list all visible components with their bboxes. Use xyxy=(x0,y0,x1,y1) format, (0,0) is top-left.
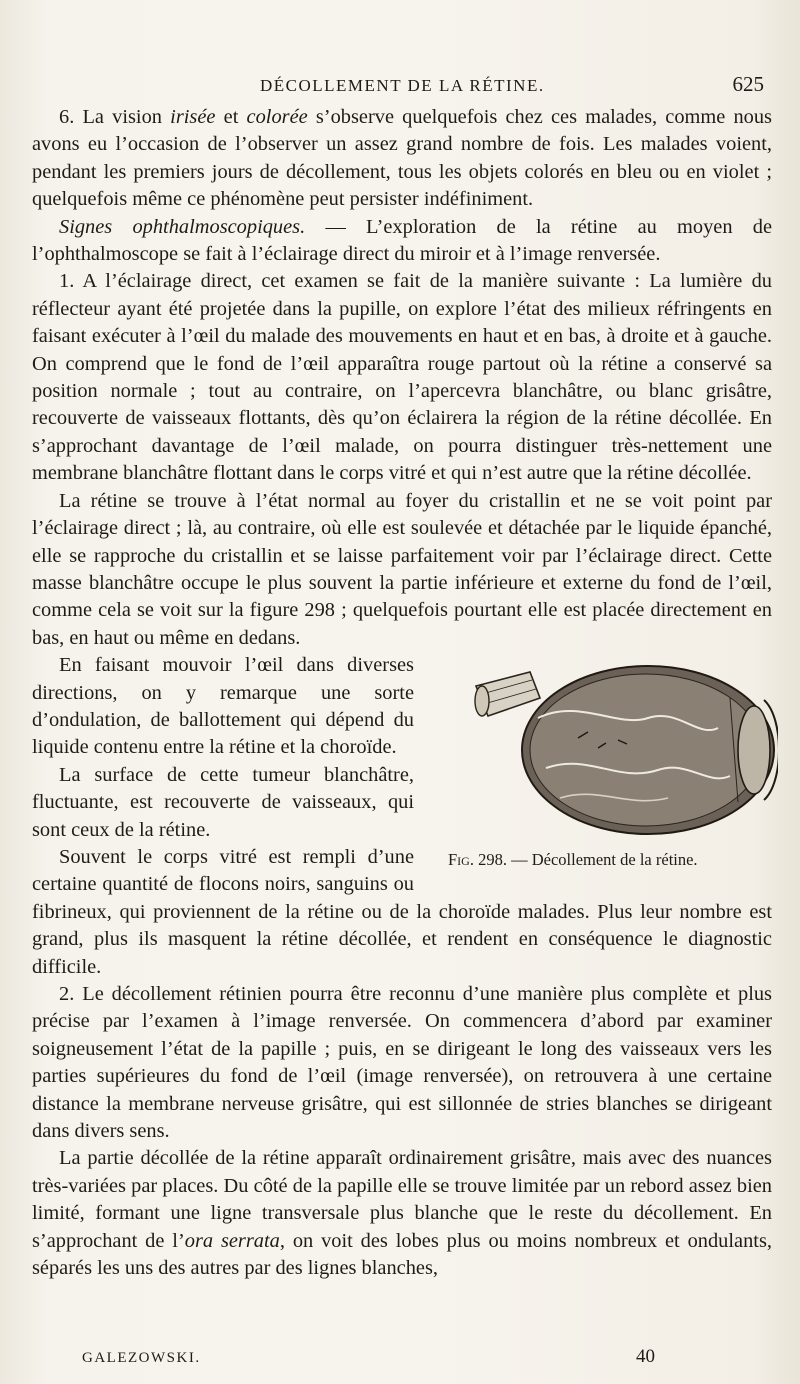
paragraph-6: La surface de cette tumeur blanchâtre, fluctuante, est recouverte de vaisseaux, qui sont ceux de la rétine. xyxy=(32,763,414,841)
p1-text-e: s’observe quelquefois chez ces malades, comme nous avons eu l’occasion de l’observer un assez grand nombre de fois. Les malades voient, pendant les premiers jours de décollement, tous les objets colorés en bleu ou en violet ; quelquefois même ce phénomène peut persister indéfiniment. xyxy=(32,106,772,211)
paragraph-7: Souvent le corps vitré est rempli d’une certaine quantité de flocons noirs, sanguins ou fibrineux, qui proviennent de la rétine ou de la choroïde malades. Plus leur nombre est grand, plus ils masquent la rétine décollée, et rendent en conséquence le diagnostic difficile. xyxy=(32,845,772,978)
paragraph-2 xyxy=(32,214,772,269)
paragraph-4: La rétine se trouve à l’état normal au foyer du cristallin et ne se voit point par l’éclairage direct ; là, au contraire, où elle est soulevée et détachée par le liquide épanché, elle se rapproche du cristallin et se laisse parfaitement voir par l’éclairage direct. Cette masse blanchâtre occupe le plus souvent la partie inférieure et externe du fond de l’œil, comme cela se voit sur la figure 298 ; quelquefois pourtant elle est placée directement en bas, en haut ou même en dedans. xyxy=(32,489,772,649)
p9-text-a: La partie décollée de la rétine apparaît ordinairement grisâtre, mais avec des nuances très-variées par places. Du côté de la papille elle se trouve limitée par un rebord assez bien limité, formant une ligne transversale plus blanche que le reste du décollement. En s’approchant de l’ xyxy=(32,1147,772,1252)
paragraph-5: En faisant mouvoir l’œil dans diverses directions, on y remarque une sorte d’ondulation, de ballottement qui dépend du liquide contenu entre la rétine et la choroïde. xyxy=(32,654,414,759)
page-number: 625 xyxy=(732,72,764,96)
paragraph-9 xyxy=(32,1145,772,1282)
running-title: DÉCOLLEMENT DE LA RÉTINE. xyxy=(260,76,545,95)
figure-298 xyxy=(428,652,778,892)
paragraph-1 xyxy=(32,104,772,214)
footer-author: GALEZOWSKI. xyxy=(82,1350,201,1366)
p9-italic-ora-serrata: ora serrata xyxy=(184,1229,280,1252)
detached-retina-illustration xyxy=(468,658,778,838)
paragraph-3: 1. A l’éclairage direct, cet examen se fait de la manière suivante : La lumière du réflecteur ayant été projetée dans la pupille, on explore l’état des milieux réfringents en faisant exécuter à l’œil du malade des mouvements en haut et en bas, à droite et à gauche. On comprend que le fond de l’œil apparaîtra rouge partout où la rétine a conservé sa position normale ; tout au contraire, on l’apercevra blanchâtre, ou blanc grisâtre, recouverte de vaisseaux flottants, dès qu’on éclairera la région de la rétine décollée. En s’approchant davantage de l’œil malade, on pourra distinguer très-nettement une membrane blanchâtre flottant dans le corps vitré et qui n’est autre que la rétine décollée. xyxy=(32,270,772,485)
page-header xyxy=(32,70,770,106)
p1-italic-coloree: colorée xyxy=(246,106,308,128)
p1-text-a: 6. La vision xyxy=(59,106,171,128)
body-text xyxy=(32,104,772,1282)
footer-signature-mark: 40 xyxy=(636,1346,655,1367)
p2-text: — L’exploration de la rétine au moyen de l’ophthalmoscope se fait à l’éclairage direct du miroir et à l’image renversée. xyxy=(32,215,773,266)
figure-label: Fig. 298. xyxy=(448,850,507,870)
figure-caption xyxy=(448,846,778,873)
p9-text-c: , on voit des lobes plus ou moins nombreux et ondulants, séparés les uns des autres par des lignes blanches, xyxy=(32,1229,772,1280)
p1-text-c: et xyxy=(215,106,247,128)
figure-caption-text: — Décollement de la rétine. xyxy=(506,850,698,870)
paragraph-8: 2. Le décollement rétinien pourra être reconnu d’une manière plus complète et plus précise par l’examen à l’image renversée. On commencera d’abord par examiner soigneusement l’état de la papille ; puis, en se dirigeant le long des vaisseaux vers les parties supérieures du fond de l’œil (image renversée), on retrouvera à une certaine distance la membrane nerveuse grisâtre, qui est sillonnée de stries blanches se dirigeant dans divers sens. xyxy=(32,983,772,1143)
page-footer xyxy=(52,1346,702,1378)
section-heading-signes: Signes ophthalmoscopiques. xyxy=(59,215,306,238)
p1-italic-irisee: irisée xyxy=(170,106,216,128)
